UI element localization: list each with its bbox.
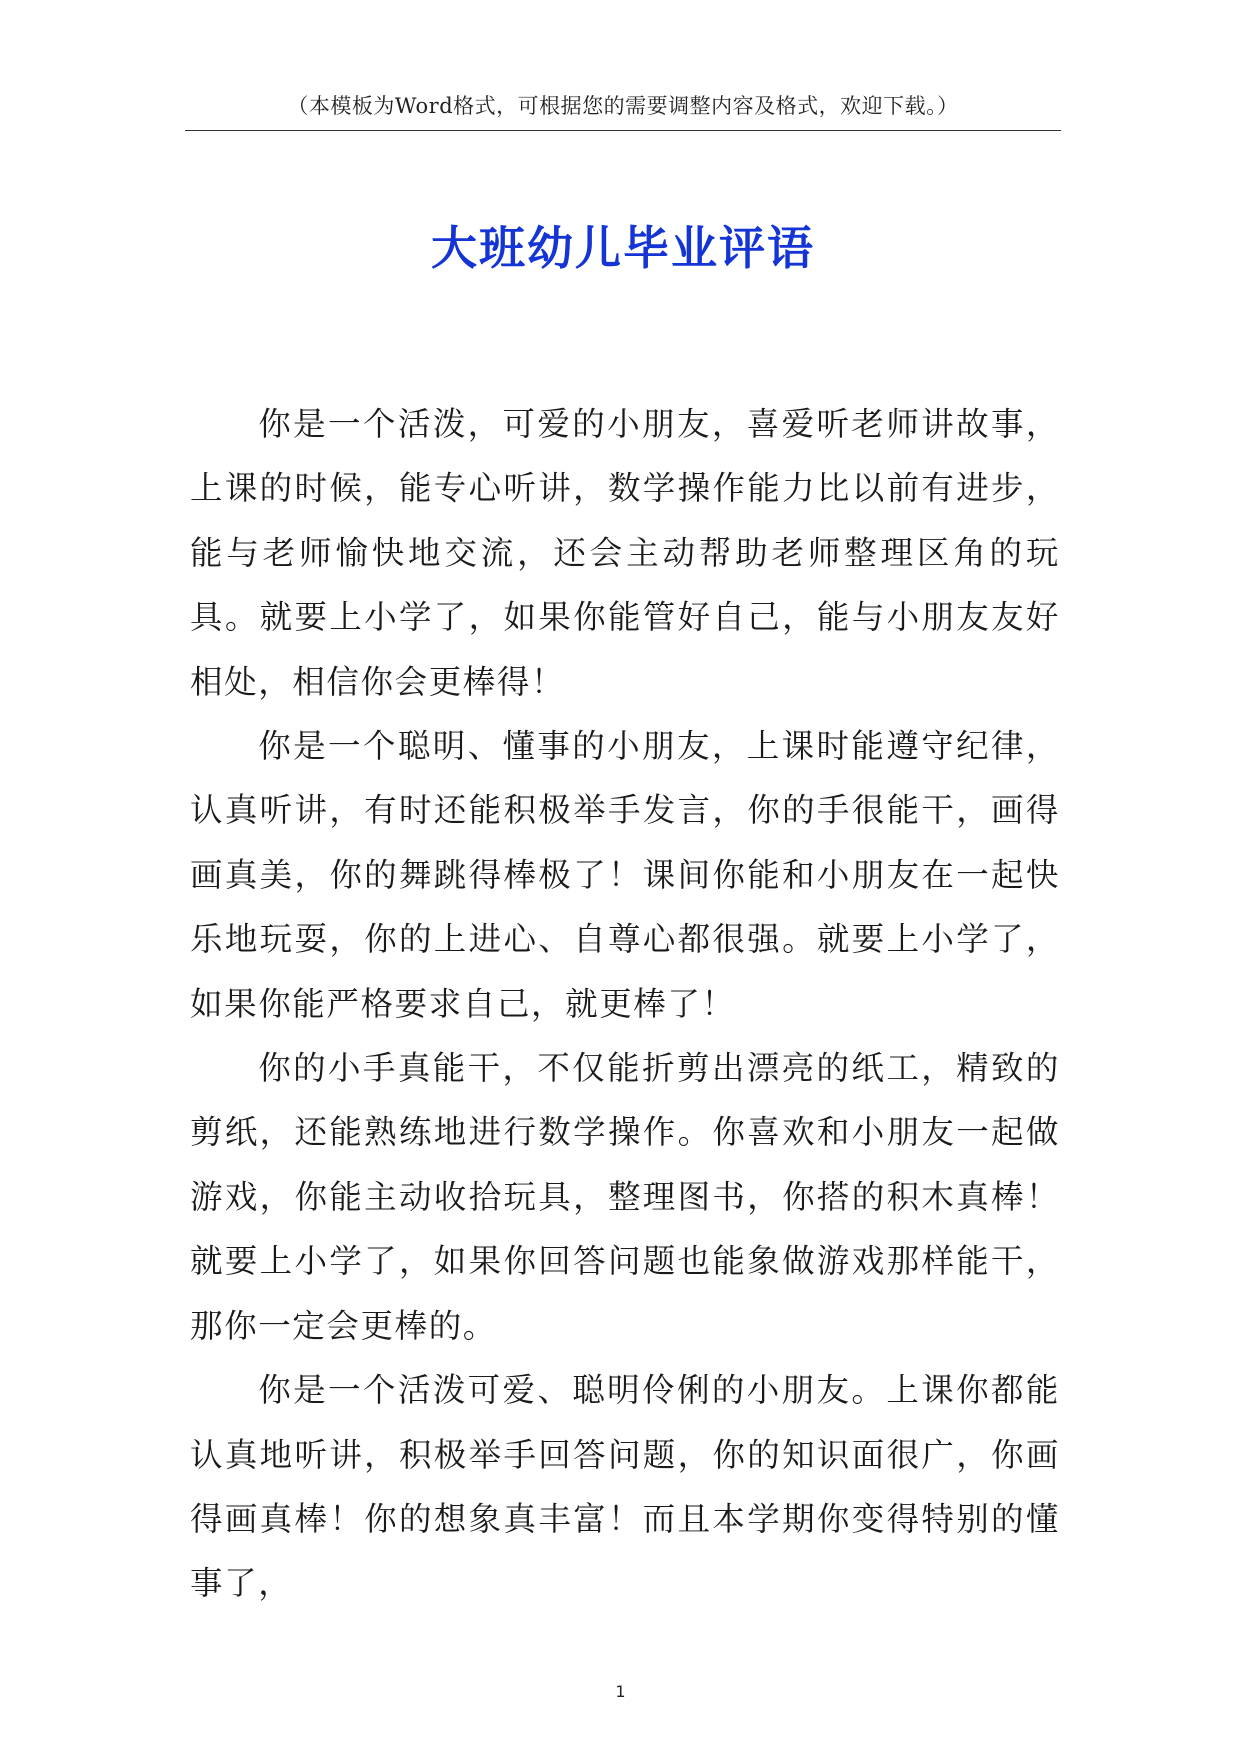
- paragraph: 你是一个聪明、懂事的小朋友，上课时能遵守纪律，认真听讲，有时还能积极举手发言，你的手很能干，画得画真美，你的舞跳得棒极了！课间你能和小朋友在一起快乐地玩耍，你的上进心、自尊心都很强。就要上小学了，如果你能严格要求自己，就更棒了！: [190, 727, 1060, 1023]
- paragraph: 你是一个活泼，可爱的小朋友，喜爱听老师讲故事，上课的时候，能专心听讲，数学操作能力比以前有进步，能与老师愉快地交流，还会主动帮助老师整理区角的玩具。就要上小学了，如果你能管好自己，能与小朋友友好相处，相信你会更棒得！: [190, 405, 1060, 701]
- document-title: 大班幼儿毕业评语: [431, 221, 815, 275]
- paragraph: 你的小手真能干，不仅能折剪出漂亮的纸工，精致的剪纸，还能熟练地进行数学操作。你喜欢和小朋友一起做游戏，你能主动收拾玩具，整理图书，你搭的积木真棒！就要上小学了，如果你回答问题也能象做游戏那样能干，那你一定会更棒的。: [190, 1049, 1060, 1345]
- document-body: [190, 392, 1060, 1616]
- paragraph: 你是一个活泼可爱、聪明伶俐的小朋友。上课你都能认真地听讲，积极举手回答问题，你的知识面很广，你画得画真棒！你的想象真丰富！而且本学期你变得特别的懂事了，: [190, 1371, 1060, 1603]
- header-divider: [185, 130, 1061, 131]
- header-note: （本模板为Word格式，可根据您的需要调整内容及格式，欢迎下载。）: [287, 94, 959, 118]
- page-number: 1: [615, 1682, 626, 1701]
